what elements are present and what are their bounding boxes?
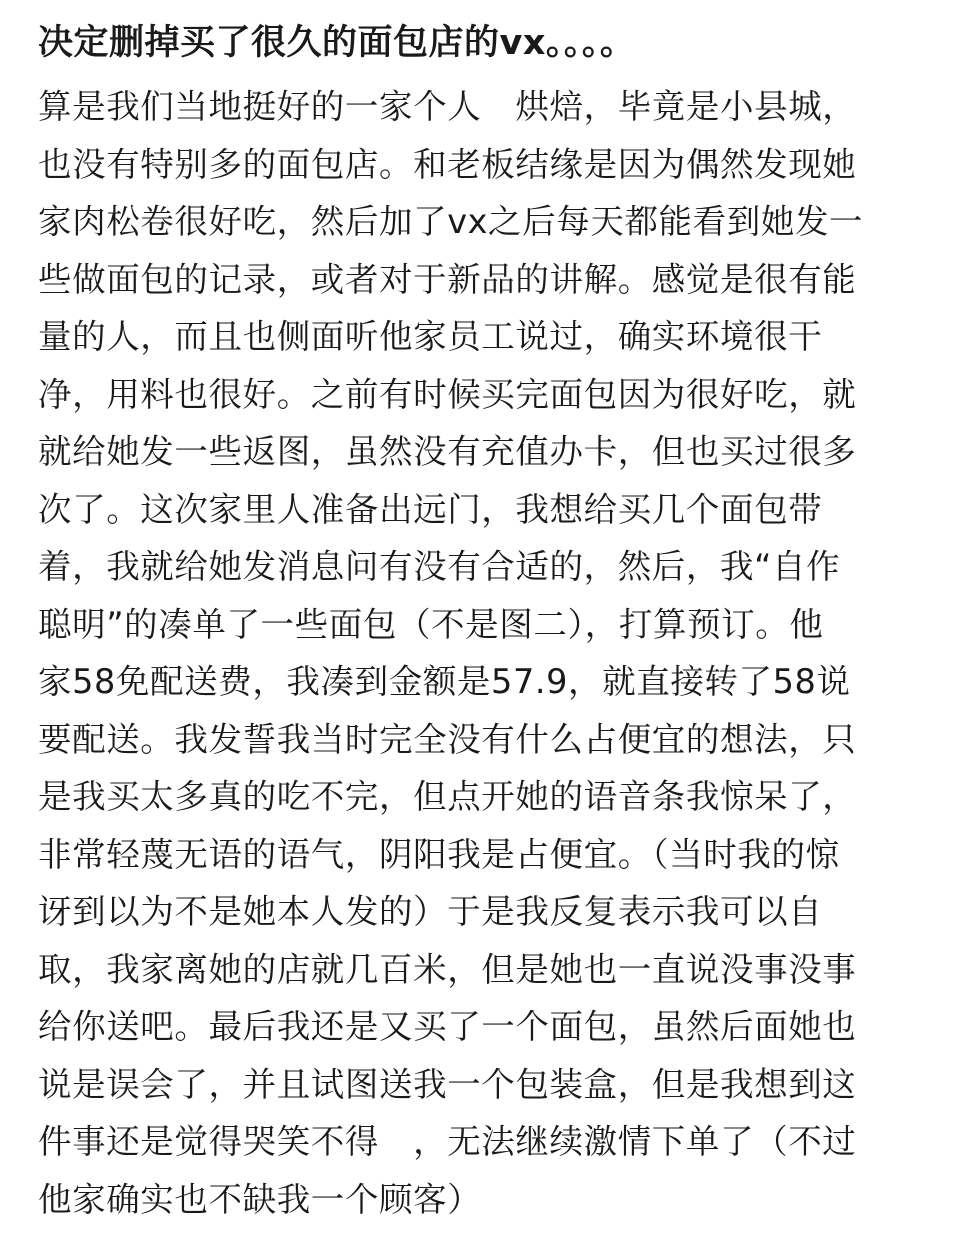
body-line: 非常轻蔑无语的语气，阴阳我是占便宜。（当时我的惊 bbox=[38, 834, 840, 874]
body-line: 次了。这次家里人准备出远门，我想给买几个面包带 bbox=[38, 489, 823, 529]
body-line: 家肉松卷很好吃，然后加了vx之后每天都能看到她发一 bbox=[38, 202, 864, 241]
body-line: 就给她发一些返图，虽然没有充值办卡，但也买过很多 bbox=[38, 432, 857, 471]
post bbox=[38, 18, 928, 1228]
body-line: 他家确实也不缺我一个顾客） bbox=[38, 1179, 482, 1219]
body-line: 着，我就给她发消息问有没有合适的，然后，我“自作 bbox=[38, 547, 841, 586]
body-line: 讶到以为不是她本人发的）于是我反复表示我可以自 bbox=[38, 892, 823, 931]
post-body bbox=[38, 78, 928, 1228]
body-line: 家58免配送费，我凑到金额是57.9，就直接转了58说 bbox=[38, 662, 851, 701]
body-line: 量的人，而且也侧面听他家员工说过，确实环境很干 bbox=[38, 317, 823, 356]
body-line: 聪明”的凑单了一些面包（不是图二），打算预订。他 bbox=[38, 604, 824, 644]
body-line: 是我买太多真的吃不完，但点开她的语音条我惊呆了， bbox=[38, 777, 857, 816]
body-line: 算是我们当地挺好的一家个人 烘焙，毕竟是小县城， bbox=[38, 87, 857, 126]
body-line: 些做面包的记录，或者对于新品的讲解。感觉是很有能 bbox=[38, 259, 857, 299]
post-title: 决定删掉买了很久的面包店的vx。。。。 bbox=[38, 23, 636, 63]
body-line: 给你送吧。最后我还是又买了一个面包，虽然后面她也 bbox=[38, 1007, 857, 1046]
body-line: 说是误会了，并且试图送我一个包装盒，但是我想到这 bbox=[38, 1064, 857, 1104]
body-line: 净，用料也很好。之前有时候买完面包因为很好吃，就 bbox=[38, 374, 857, 414]
body-line: 也没有特别多的面包店。和老板结缘是因为偶然发现她 bbox=[38, 144, 857, 184]
body-line: 取，我家离她的店就几百米，但是她也一直说没事没事 bbox=[38, 949, 857, 989]
body-line: 要配送。我发誓我当时完全没有什么占便宜的想法，只 bbox=[38, 719, 857, 759]
body-line: 件事还是觉得哭笑不得 ，无法继续激情下单了（不过 bbox=[38, 1122, 857, 1161]
